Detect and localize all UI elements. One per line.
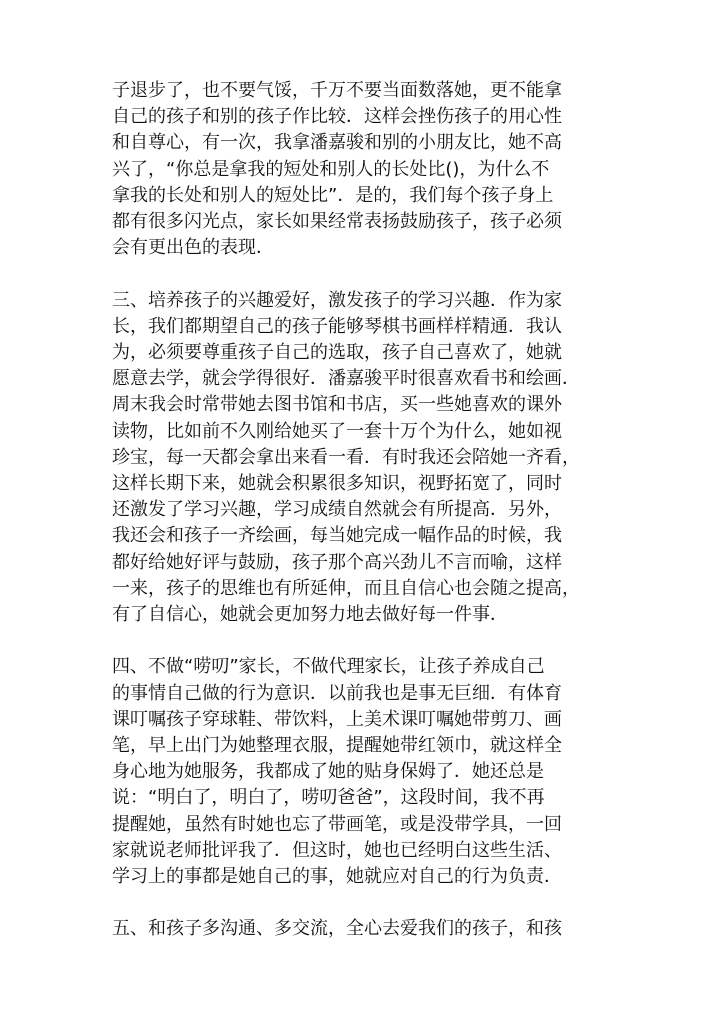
text-line: 还激发了学习兴趣，学习成绩自然就会有所提高．另外， <box>112 499 562 521</box>
text-line: 说：“明白了，明白了，唠叨爸爸”，这段时间，我不再 <box>112 787 545 809</box>
text-line: 兴了，“你总是拿我的短处和别人的长处比()，为什么不 <box>112 158 550 180</box>
text-line: 拿我的长处和别人的短处比”．是的，我们每个孩子身上 <box>112 184 554 206</box>
text-line: 身心地为她服务，我都成了她的贴身保姆了．她还总是 <box>112 761 544 783</box>
paragraph-4 <box>112 916 608 942</box>
paragraph-gap <box>112 628 608 654</box>
text-line: 读物，比如前不久刚给她买了一套十万个为什么，她如视 <box>112 420 562 442</box>
text-line: 的事情自己做的行为意识．以前我也是事无巨细．有体育 <box>112 682 562 704</box>
text-line: 子退步了，也不要气馁，千万不要当面数落她，更不能拿 <box>112 80 562 101</box>
text-line: 周末我会时常带她去图书馆和书店，买一些她喜欢的课外 <box>112 394 562 416</box>
text-line: 提醒她，虽然有时她也忘了带画笔，或是没带学具，一回 <box>112 813 562 835</box>
text-line: 这样长期下来，她就会积累很多知识，视野拓宽了，同时 <box>112 473 562 495</box>
text-line: 长，我们都期望自己的孩子能够琴棋书画样样精通．我认 <box>112 315 562 337</box>
text-line: 会有更出色的表现． <box>112 237 274 259</box>
text-line: 都好给她好评与鼓励，孩子那个高兴劲儿不言而喻，这样 <box>112 551 562 573</box>
text-line: 珍宝，每一天都会拿出来看一看．有时我还会陪她一齐看， <box>112 446 580 468</box>
text-line: 一来，孩子的思维也有所延伸，而且自信心也会随之提高， <box>112 577 580 599</box>
paragraph-gap <box>112 261 608 287</box>
text-line: 为，必须要尊重孩子自己的选取，孩子自己喜欢了，她就 <box>112 342 562 364</box>
text-line: 五、和孩子多沟通、多交流，全心去爱我们的孩子，和孩 <box>112 918 562 940</box>
text-line: 学习上的事都是她自己的事，她就应对自己的行为负责． <box>112 866 562 888</box>
paragraph-3 <box>112 654 608 890</box>
text-line: 都有很多闪光点，家长如果经常表扬鼓励孩子，孩子必须 <box>112 211 562 233</box>
paragraph-2 <box>112 288 608 629</box>
text-line: 课叮嘱孩子穿球鞋、带饮料，上美术课叮嘱她带剪刀、画 <box>112 708 562 730</box>
text-line: 愿意去学，就会学得很好．潘嘉骏平时很喜欢看书和绘画． <box>112 368 580 390</box>
text-line: 三、培养孩子的兴趣爱好，激发孩子的学习兴趣．作为家 <box>112 289 562 311</box>
text-line: 四、不做“唠叨”家长，不做代理家长，让孩子养成自己 <box>112 656 545 678</box>
text-line: 我还会和孩子一齐绘画，每当她完成一幅作品的时候，我 <box>112 525 562 547</box>
text-line: 笔，早上出门为她整理衣服，提醒她带红领巾，就这样全 <box>112 735 562 757</box>
paragraph-1 <box>112 78 608 261</box>
text-line: 和自尊心，有一次，我拿潘嘉骏和别的小朋友比，她不高 <box>112 132 562 154</box>
text-line: 家就说老师批评我了．但这时，她也已经明白这些生活、 <box>112 839 562 861</box>
text-line: 自己的孩子和别的孩子作比较．这样会挫伤孩子的用心性 <box>112 106 562 128</box>
text-line: 有了自信心，她就会更加努力地去做好每一件事． <box>112 604 508 626</box>
paragraph-gap <box>112 890 608 916</box>
